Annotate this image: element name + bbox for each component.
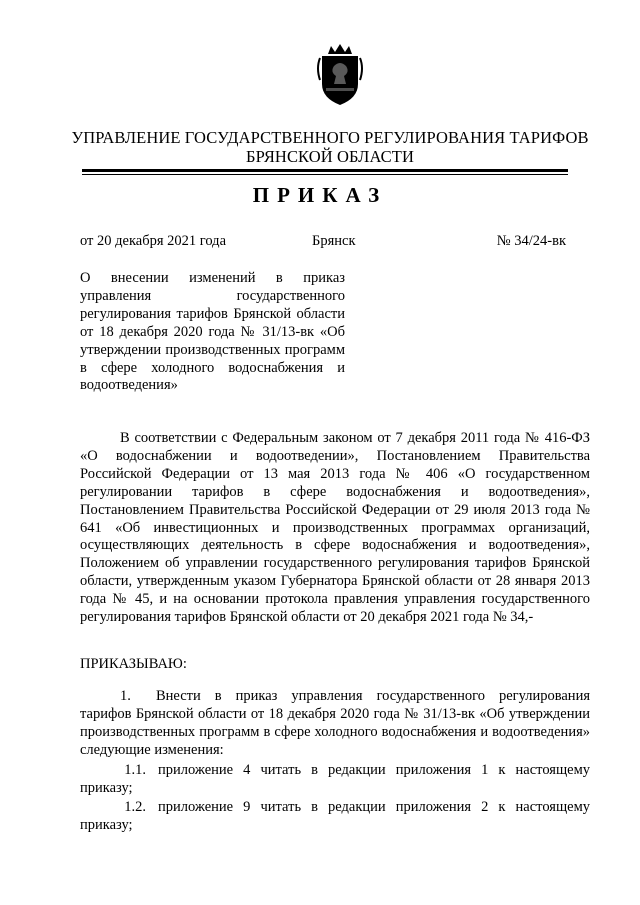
- subitem-number: 1.2.: [124, 799, 146, 816]
- legal-basis-paragraph: В соответствии с Федеральным законом от 7 декабря 2011 года № 416-ФЗ «О водоснабжении и водоотведении», Постановлением Правительства Российской Федерации от 13 мая 2013 года № 406 «О государственном регулировании тарифов в сфере водоснабжения и водоотведения», Постановлением Правительства Российской Федерации от 29 июля 2013 года № 641 «Об инвестиционных и производственных программах организаций, осуществляющих деятельность в сфере водоснабжения и водоотведения», Положением об управлении государственного регулирования тарифов Брянской области, утвержденным указом Губернатора Брянской области от 28 января 2013 года № 45, и на основании протокола правления управления государственного регулирования тарифов Брянской области от 20 декабря 2021 года № 34,-: [80, 430, 590, 626]
- document-subject: О внесении изменений в приказ управления государственного регулирования тарифов Брянской области от 18 декабря 2020 года № 31/13-вк «Об утверждении производственных программ в сфере холодного водоснабжения и водоотведения»: [80, 270, 345, 394]
- item-text: Внести в приказ управления государственного регулирования тарифов Брянской области от 18 декабря 2020 года № 31/13-вк «Об утверждении производственных программ в сфере холодного водоснабжения и водоотведения» следующие изменения:: [80, 688, 590, 758]
- order-item: [80, 688, 590, 760]
- authority-name: [60, 128, 600, 166]
- header-rule-thick: [82, 169, 568, 172]
- coat-of-arms-icon: [316, 44, 364, 106]
- authority-line-2: БРЯНСКОЙ ОБЛАСТИ: [246, 147, 414, 166]
- document-date: от 20 декабря 2021 года: [80, 233, 226, 249]
- subitem-text: приложение 9 читать в редакции приложения 2 к настоящему приказу;: [80, 799, 590, 834]
- order-subitem: [80, 762, 590, 798]
- document-title: ПРИКАЗ: [252, 183, 388, 207]
- subitem-number: 1.1.: [124, 761, 146, 778]
- header-rule-thin: [82, 174, 568, 175]
- order-items: [80, 688, 590, 837]
- document-number: № 34/24-вк: [496, 233, 566, 249]
- authority-line-1: УПРАВЛЕНИЕ ГОСУДАРСТВЕННОГО РЕГУЛИРОВАНИЯ ТАРИФОВ: [71, 128, 589, 147]
- document-city: Брянск: [312, 233, 356, 249]
- order-word: ПРИКАЗЫВАЮ:: [80, 656, 187, 672]
- subitem-text: приложение 4 читать в редакции приложения 1 к настоящему приказу;: [80, 761, 590, 796]
- order-subitem: [80, 799, 590, 835]
- item-number: 1.: [120, 688, 131, 704]
